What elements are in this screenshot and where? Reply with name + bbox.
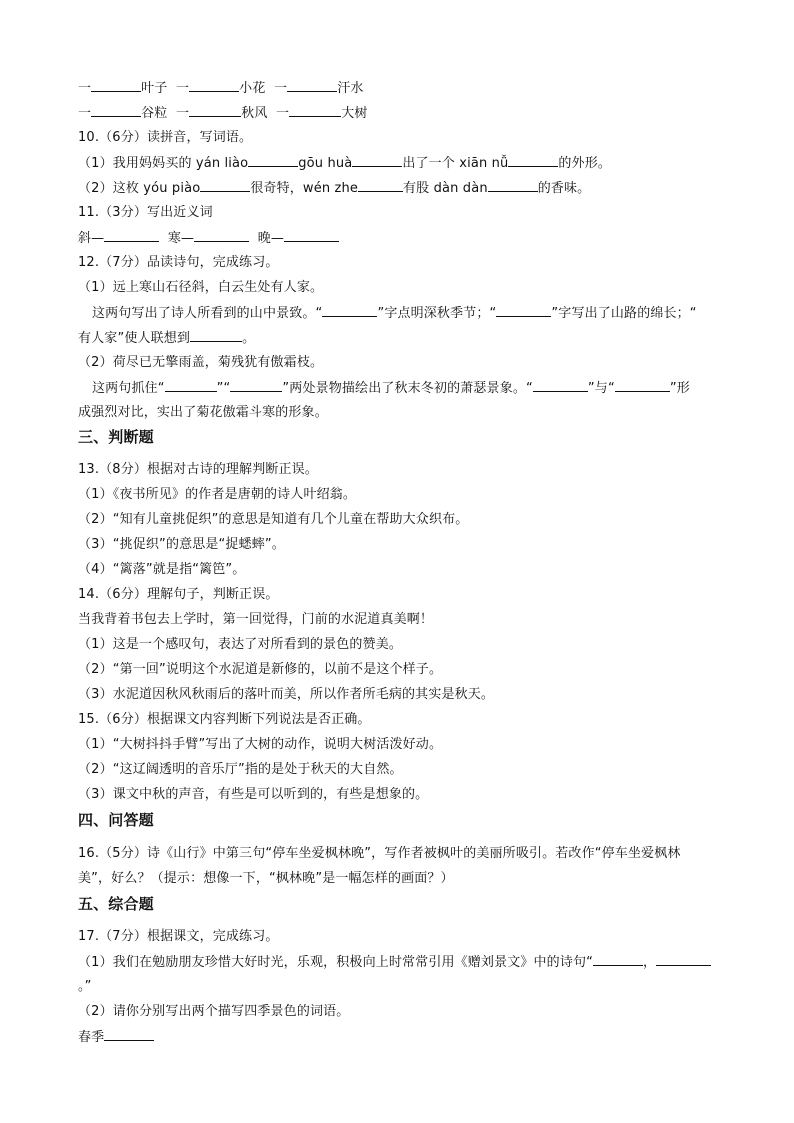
answer-blank[interactable] bbox=[322, 304, 377, 317]
answer-blank[interactable] bbox=[91, 79, 141, 92]
answer-blank[interactable] bbox=[508, 154, 558, 167]
answer-blank[interactable] bbox=[200, 179, 250, 192]
question-12-title: 12.（7分）品读诗句，完成练习。 bbox=[78, 255, 279, 270]
q14-sentence: 当我背着书包去上学时，第一回觉得，门前的水泥道真美啊！ bbox=[78, 612, 434, 627]
question-15-title: 15.（6分）根据课文内容判断下列说法是否正确。 bbox=[78, 712, 371, 727]
line-1: 一 叶子 一 小花 一 汗水 bbox=[78, 81, 364, 96]
q13-item-3: （3）“挑促织”的意思是“捉蟋蟀”。 bbox=[78, 537, 285, 552]
q17-item-1: （1）我们在勉励朋友珍惜大好时光，乐观，积极向上时常常引用《赠刘景文》中的诗句“ ， bbox=[78, 953, 711, 972]
q17-item-1-cont: 。” bbox=[78, 979, 92, 994]
answer-blank[interactable] bbox=[593, 953, 643, 966]
answer-blank[interactable] bbox=[104, 229, 159, 242]
answer-blank[interactable] bbox=[189, 79, 239, 92]
answer-blank[interactable] bbox=[194, 229, 249, 242]
q16-text-cont: 美”，好么？（提示：想像一下，“枫林晚”是一幅怎样的画面？） bbox=[78, 871, 454, 886]
answer-blank[interactable] bbox=[488, 179, 538, 192]
question-14-title: 14.（6分）理解句子，判断正误。 bbox=[78, 587, 279, 602]
answer-blank[interactable] bbox=[533, 379, 588, 392]
section-4-heading: 四、问答题 bbox=[78, 811, 154, 829]
q12-text-2: 这两句抓住“ ”“ ”两处景物描绘出了秋末冬初的萧瑟景象。“ ”与“ ”形 bbox=[92, 381, 690, 396]
question-16-title: 16.（5分）诗《山行》中第三句“停车坐爱枫林晚”，写作者被枫叶的美丽所吸引。若改作“停车坐爱枫林 bbox=[78, 846, 681, 861]
section-3-heading: 三、判断题 bbox=[78, 428, 154, 446]
answer-blank[interactable] bbox=[656, 953, 711, 966]
question-13-title: 13.（8分）根据对古诗的理解判断正误。 bbox=[78, 462, 318, 477]
question-11-title: 11.（3分）写出近义词 bbox=[78, 205, 213, 220]
answer-blank[interactable] bbox=[358, 179, 403, 192]
q10-item-1: （1）我用妈妈买的 yán liào gōu huà 出了一个 xiān nǚ 的外形。 bbox=[78, 156, 612, 171]
answer-blank[interactable] bbox=[104, 1028, 154, 1041]
q12-poem-2: （2）荷尽已无擎雨盖，菊残犹有傲霜枝。 bbox=[78, 355, 324, 370]
q12-text-1-cont: 有人家”使人联想到 。 bbox=[78, 331, 256, 346]
answer-blank[interactable] bbox=[91, 104, 141, 117]
answer-blank[interactable] bbox=[165, 379, 217, 392]
q17-item-2: （2）请你分别写出两个描写四季景色的词语。 bbox=[78, 1004, 350, 1019]
q15-item-3: （3）课文中秋的声音，有些是可以听到的，有些是想象的。 bbox=[78, 787, 429, 802]
q12-text-2-cont: 成强烈对比，实出了菊花傲霜斗寒的形象。 bbox=[78, 405, 328, 420]
answer-blank[interactable] bbox=[248, 154, 298, 167]
answer-blank[interactable] bbox=[496, 304, 551, 317]
q12-text-1: 这两句写出了诗人所看到的山中景致。“ ”字点明深秋季节；“ ”字写出了山路的绵长；“ bbox=[92, 306, 697, 321]
line-2: 一 谷粒 一 秋风 一 大树 bbox=[78, 106, 368, 121]
answer-blank[interactable] bbox=[230, 379, 282, 392]
answer-blank[interactable] bbox=[615, 379, 670, 392]
answer-blank[interactable] bbox=[189, 104, 241, 117]
q15-item-1: （1）“大树抖抖手臂”写出了大树的动作，说明大树活泼好动。 bbox=[78, 737, 443, 752]
q13-item-1: （1）《夜书所见》的作者是唐朝的诗人叶绍翁。 bbox=[78, 487, 357, 502]
answer-blank[interactable] bbox=[284, 229, 339, 242]
q10-item-2: （2）这枚 yóu piào 很奇特，wén zhe 有股 dàn dàn 的香味。 bbox=[78, 181, 591, 196]
q11-items: 斜— 寒— 晚— bbox=[78, 229, 339, 248]
answer-blank[interactable] bbox=[289, 104, 341, 117]
answer-blank[interactable] bbox=[287, 79, 337, 92]
q14-item-1: （1）这是一个感叹句，表达了对所看到的景色的赞美。 bbox=[78, 637, 403, 652]
question-10-title: 10.（6分）读拼音，写词语。 bbox=[78, 130, 253, 145]
section-5-heading: 五、综合题 bbox=[78, 895, 154, 913]
q12-poem-1: （1）远上寒山石径斜，白云生处有人家。 bbox=[78, 280, 324, 295]
q13-item-4: （4）“篱落”就是指“篱笆”。 bbox=[78, 562, 246, 577]
answer-blank[interactable] bbox=[190, 329, 242, 342]
q15-item-2: （2）“这辽阔透明的音乐厅”指的是处于秋天的大自然。 bbox=[78, 762, 403, 777]
q17-spring: 春季 bbox=[78, 1028, 154, 1047]
answer-blank[interactable] bbox=[352, 154, 402, 167]
q14-item-2: （2）“第一回”说明这个水泥道是新修的，以前不是这个样子。 bbox=[78, 662, 443, 677]
question-17-title: 17.（7分）根据课文，完成练习。 bbox=[78, 929, 279, 944]
q13-item-2: （2）“知有儿童挑促织”的意思是知道有几个儿童在帮助大众织布。 bbox=[78, 512, 469, 527]
q14-item-3: （3）水泥道因秋风秋雨后的落叶而美，所以作者所毛病的其实是秋天。 bbox=[78, 687, 495, 702]
